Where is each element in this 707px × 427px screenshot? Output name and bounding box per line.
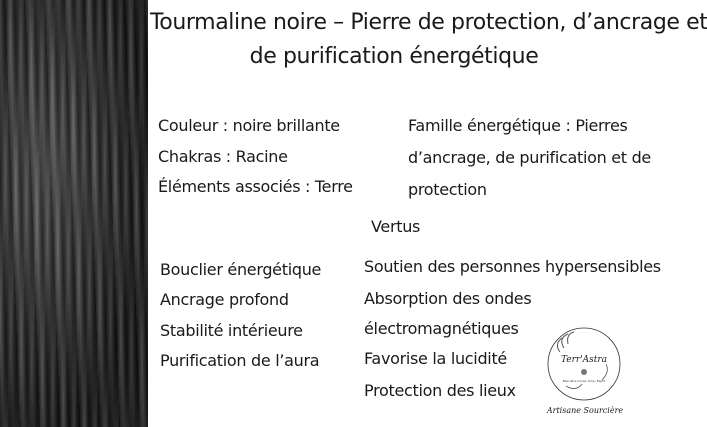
vertu-right-item: Favorise la lucidité [364,349,507,368]
vertu-right-item: Absorption des ondes [364,289,532,308]
vertu-left-item: Stabilité intérieure [160,321,303,340]
tourmaline-photo [0,0,148,427]
vertu-right-item: électromagnétiques [364,319,519,338]
family-property-line-2: d’ancrage, de purification et de [408,148,651,167]
terrastra-logo [542,322,626,406]
title-line-2: de purification énergétique [249,44,539,69]
elements-property: Éléments associés : Terre [158,177,353,196]
vertus-heading: Vertus [371,217,421,236]
vertu-left-item: Bouclier énergétique [160,260,322,279]
family-property-line-3: protection [408,180,487,199]
vertu-left-item: Purification de l’aura [160,351,320,370]
vertu-right-item: Protection des lieux [364,381,516,400]
page-title [150,6,707,74]
logo-subtitle: Artisane Sourcière [546,406,624,415]
vertu-right-item: Soutien des personnes hypersensibles [364,257,661,276]
logo-tagline: Bien-être Corps, Âme, Esprit [562,379,606,383]
logo-name: Terr'Astra [560,355,608,365]
vertu-left-item: Ancrage profond [160,290,289,309]
title-line-1: Tourmaline noire – Pierre de protection, d’ancrage et [150,10,707,35]
family-property-line-1: Famille énergétique : Pierres [408,116,628,135]
chakras-property: Chakras : Racine [158,147,288,166]
color-property: Couleur : noire brillante [158,116,340,135]
